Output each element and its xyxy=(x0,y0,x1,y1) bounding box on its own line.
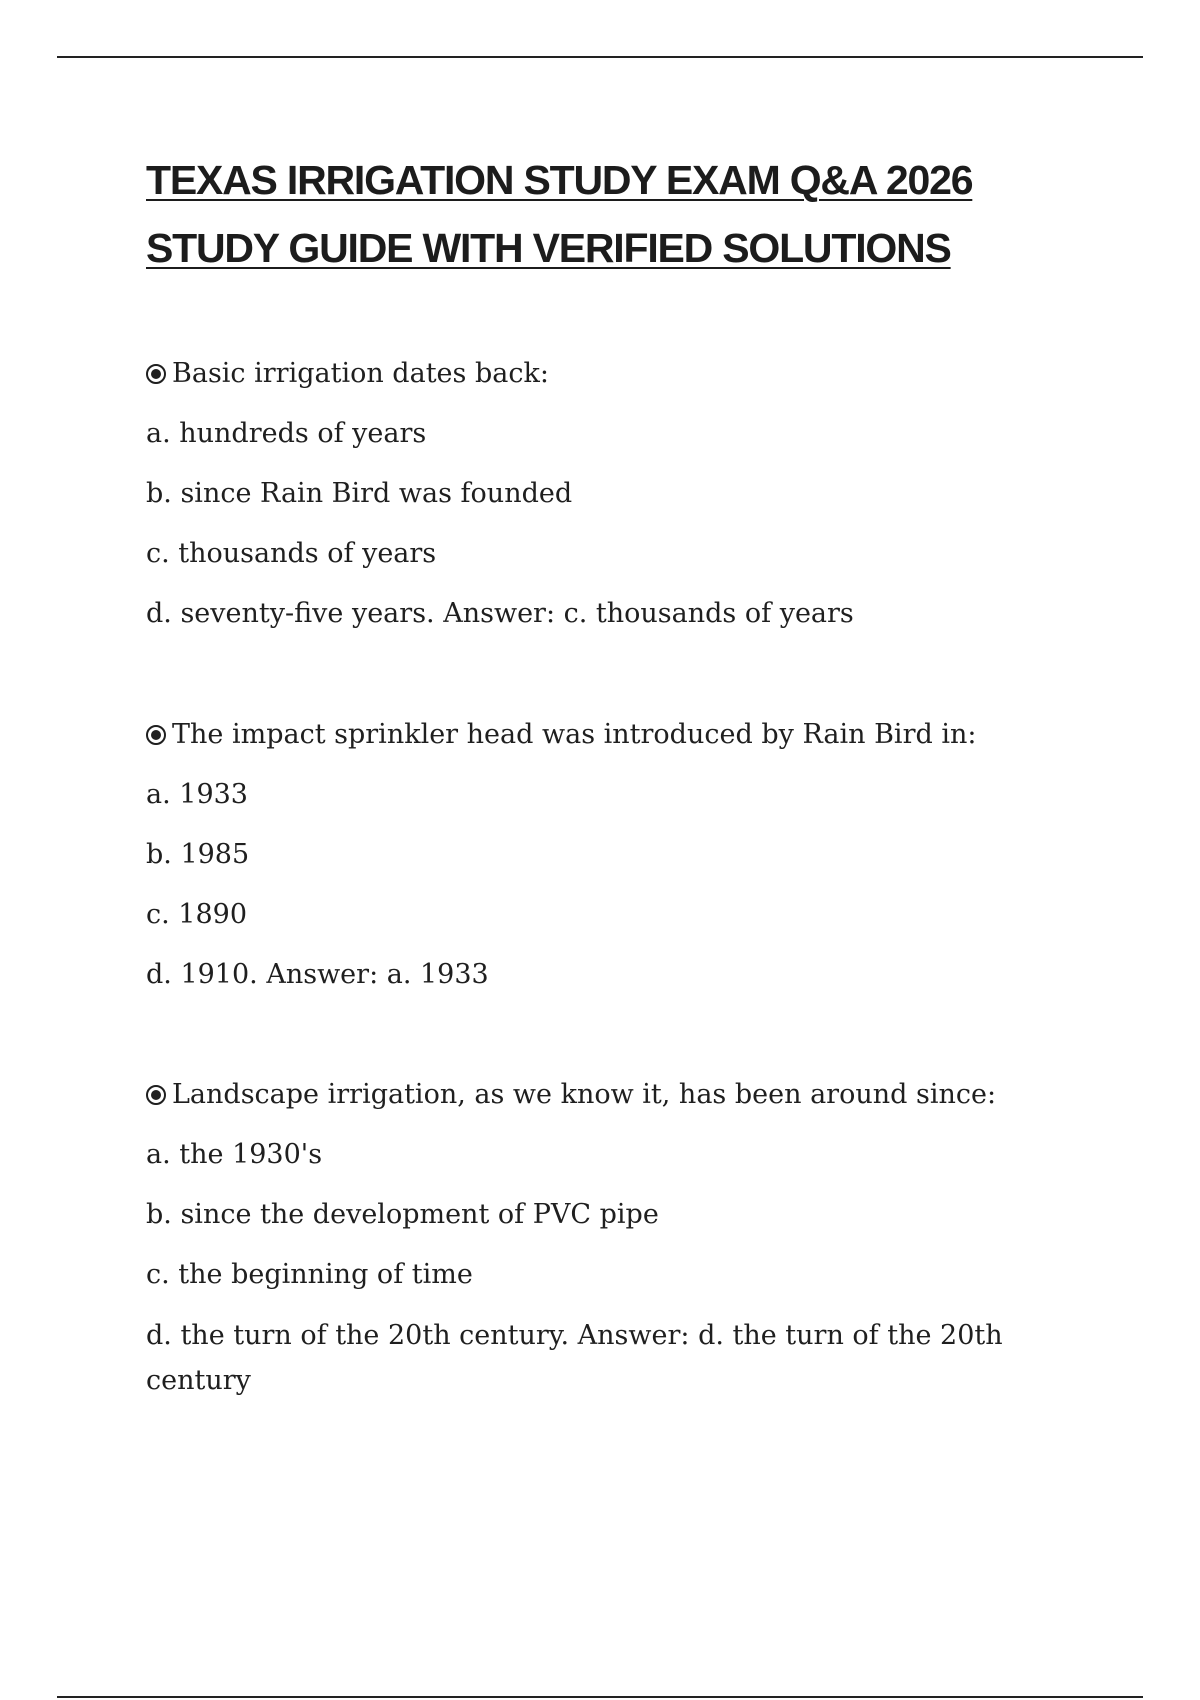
answer-option: c. thousands of years xyxy=(146,538,437,569)
title-line-1: TEXAS IRRIGATION STUDY EXAM Q&A 2026 xyxy=(146,157,973,203)
answer-option: b. since Rain Bird was founded xyxy=(146,478,573,509)
question-prompt-text: Landscape irrigation, as we know it, has been around since: xyxy=(172,1079,997,1110)
answer-option-with-answer: d. seventy-five years. Answer: c. thousands of years xyxy=(146,598,854,629)
answer-option: c. 1890 xyxy=(146,899,247,930)
title-line-2: STUDY GUIDE WITH VERIFIED SOLUTIONS xyxy=(146,225,951,271)
question-prompt-text: The impact sprinkler head was introduced by Rain Bird in: xyxy=(172,719,977,750)
answer-option-with-answer: d. the turn of the 20th century. Answer: d. the turn of the 20th century xyxy=(146,1320,1003,1396)
radio-bullet-icon xyxy=(146,1085,166,1105)
answer-option: b. 1985 xyxy=(146,839,250,870)
answer-option: c. the beginning of time xyxy=(146,1259,473,1290)
question-prompt-text: Basic irrigation dates back: xyxy=(172,358,549,389)
radio-bullet-icon xyxy=(146,364,166,384)
radio-bullet-icon xyxy=(146,725,166,745)
question-block xyxy=(146,352,1046,652)
question-prompt xyxy=(146,1073,1046,1133)
answer-option: b. since the development of PVC pipe xyxy=(146,1199,659,1230)
question-block xyxy=(146,713,1046,1013)
bottom-divider xyxy=(57,1696,1143,1698)
answer-option: a. 1933 xyxy=(146,779,248,810)
top-divider xyxy=(57,56,1143,58)
answer-option: a. hundreds of years xyxy=(146,418,427,449)
answer-option-with-answer: d. 1910. Answer: a. 1933 xyxy=(146,959,489,990)
question-prompt xyxy=(146,713,1046,773)
question-prompt xyxy=(146,352,1046,412)
question-block xyxy=(146,1073,1046,1403)
document-title xyxy=(146,146,1076,282)
answer-option: a. the 1930's xyxy=(146,1139,323,1170)
